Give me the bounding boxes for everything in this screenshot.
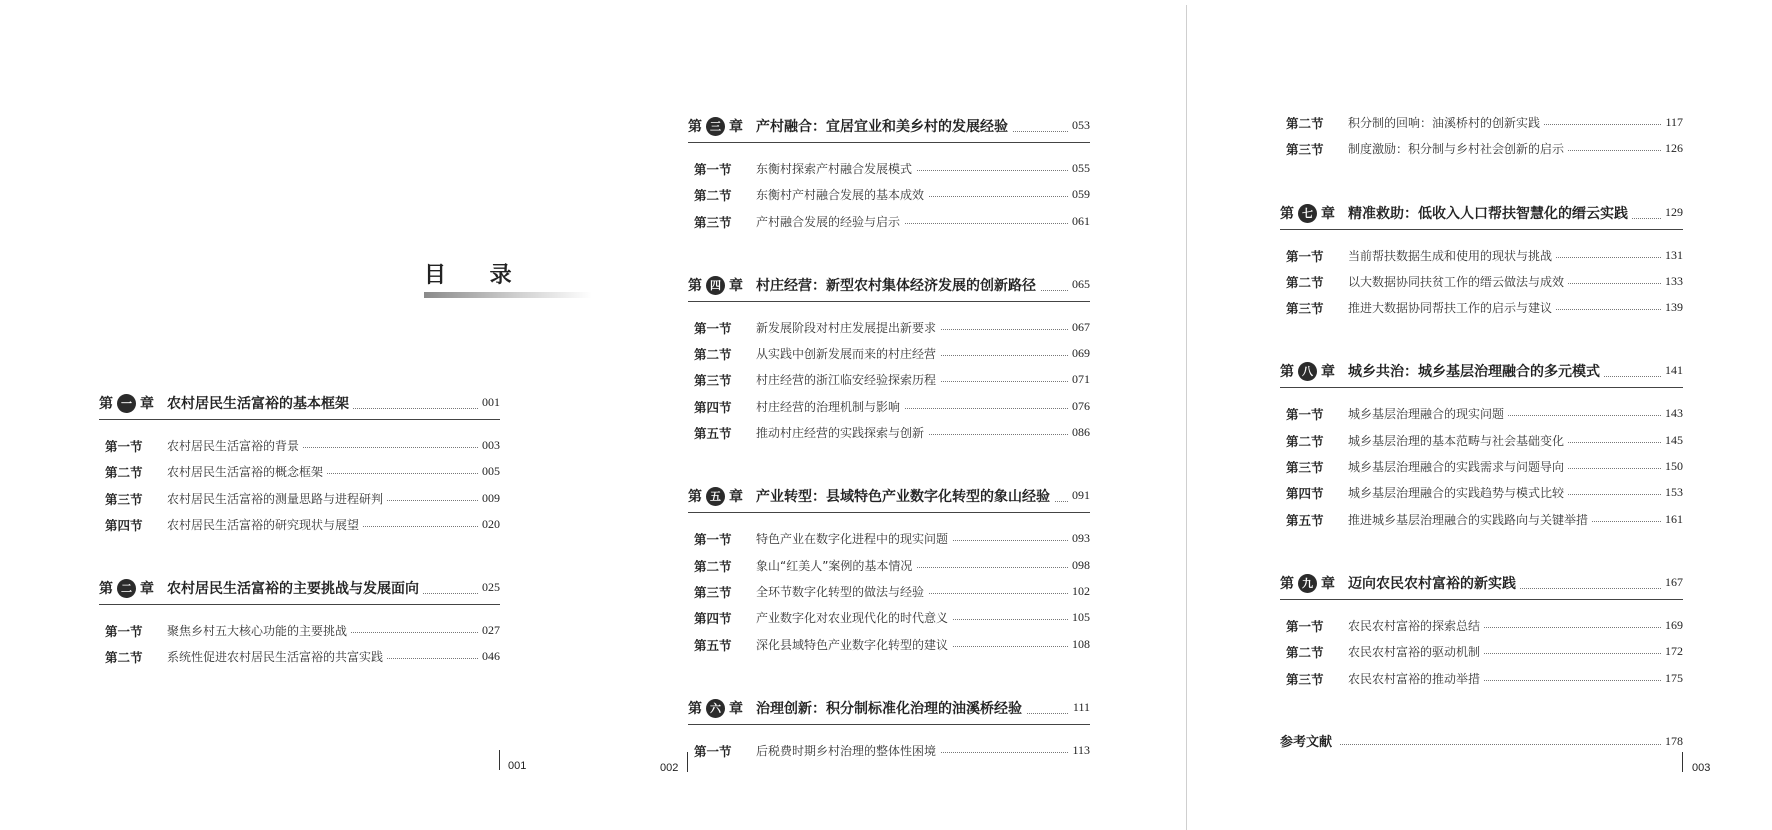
section-title: 推进大数据协同帮扶工作的启示与建议 [1348, 299, 1556, 316]
toc-section-entry[interactable] [688, 737, 1090, 763]
section-title: 推动村庄经营的实践探索与创新 [756, 424, 928, 441]
section-title: 新发展阶段对村庄发展提出新要求 [756, 319, 940, 336]
chapter-rule [688, 724, 1090, 725]
section-title: 城乡基层治理融合的实践趋势与模式比较 [1348, 484, 1568, 501]
section-title: 产村融合发展的经验与启示 [756, 213, 904, 230]
chapter-gap [688, 445, 1090, 483]
section-label: 第一节 [694, 743, 732, 759]
section-title: 农村居民生活富裕的测量思路与进程研判 [167, 490, 387, 507]
toc-section-entry[interactable] [688, 155, 1090, 181]
section-label: 第二节 [694, 347, 732, 363]
folio-bar [687, 752, 688, 772]
section-page-number: 067 [1068, 320, 1090, 335]
chapter-prefix: 第 [688, 277, 702, 294]
chapter-page-number: 065 [1068, 277, 1090, 292]
section-page-number: 071 [1068, 372, 1090, 387]
chapter-rule [99, 604, 500, 605]
chapter-numeral-badge: 七 [1298, 204, 1317, 223]
chapter-number [688, 486, 743, 506]
section-title: 全环节数字化转型的做法与经验 [756, 583, 928, 600]
section-page-number: 126 [1661, 141, 1683, 156]
section-label: 第四节 [105, 517, 143, 533]
section-label: 第一节 [1286, 248, 1324, 264]
chapter-page-number: 001 [478, 395, 500, 410]
chapter-page-number: 053 [1068, 118, 1090, 133]
section-label: 第四节 [694, 611, 732, 627]
toc-section-entry[interactable] [688, 340, 1090, 366]
section-title: 东衡村探索产村融合发展模式 [756, 160, 916, 177]
page-folio-left: 001 [508, 760, 527, 772]
chapter-numeral-badge: 九 [1298, 574, 1317, 593]
section-title: 从实践中创新发展而来的村庄经营 [756, 345, 940, 362]
chapter-title: 产业转型：县域特色产业数字化转型的象山经验 [756, 486, 1054, 506]
section-page-number: 139 [1661, 300, 1683, 315]
section-page-number: 098 [1068, 558, 1090, 573]
toc-title: 目 录 [424, 262, 530, 288]
references-page-number: 178 [1661, 734, 1683, 749]
chapter-gap [688, 657, 1090, 695]
chapter-title: 治理创新：积分制标准化治理的油溪桥经验 [756, 698, 1026, 718]
toc-section-entry[interactable] [1280, 479, 1683, 505]
section-title: 象山“红美人”案例的基本情况 [756, 557, 916, 574]
section-label: 第五节 [694, 637, 732, 653]
section-page-number: 046 [478, 649, 500, 664]
chapter-number [99, 578, 154, 598]
section-label: 第一节 [105, 624, 143, 640]
section-title: 农村居民生活富裕的研究现状与展望 [167, 516, 363, 533]
section-page-number: 108 [1068, 637, 1090, 652]
toc-section-entry[interactable] [688, 366, 1090, 392]
section-label: 第二节 [105, 650, 143, 666]
chapter-prefix: 第 [1280, 575, 1294, 592]
chapter-gap [99, 537, 500, 575]
folio-bar [1682, 752, 1683, 772]
section-page-number: 143 [1661, 406, 1683, 421]
toc-section-entry[interactable] [688, 181, 1090, 207]
references-entry[interactable] [1280, 729, 1683, 753]
toc-section-entry[interactable] [688, 578, 1090, 604]
chapter-title: 产村融合：宜居宜业和美乡村的发展经验 [756, 116, 1012, 136]
section-title: 城乡基层治理的基本范畴与社会基础变化 [1348, 432, 1568, 449]
section-page-number: 102 [1068, 584, 1090, 599]
section-page-number: 061 [1068, 214, 1090, 229]
folio-bar [499, 750, 500, 770]
section-title: 积分制的回响：油溪桥村的创新实践 [1348, 114, 1544, 131]
chapter-rule [1280, 387, 1683, 388]
section-page-number: 003 [478, 438, 500, 453]
section-label: 第一节 [694, 162, 732, 177]
section-label: 第四节 [694, 399, 732, 415]
section-label: 第二节 [1286, 274, 1324, 290]
section-page-number: 093 [1068, 531, 1090, 546]
section-label: 第二节 [1286, 645, 1324, 661]
section-page-number: 133 [1661, 274, 1683, 289]
chapter-title: 村庄经营：新型农村集体经济发展的创新路径 [756, 275, 1040, 295]
chapter-rule [1280, 229, 1683, 230]
chapter-suffix: 章 [1321, 205, 1335, 222]
section-title: 村庄经营的治理机制与影响 [756, 398, 904, 415]
section-page-number: 131 [1661, 248, 1683, 263]
toc-section-entry[interactable] [1280, 268, 1683, 294]
chapter-page-number: 167 [1661, 575, 1683, 590]
toc-section-entry[interactable] [99, 617, 500, 643]
section-page-number: 027 [478, 623, 500, 638]
chapter-page-number: 025 [478, 580, 500, 595]
toc-section-entry[interactable] [1280, 294, 1683, 320]
section-title: 以大数据协同扶贫工作的缙云做法与成效 [1348, 273, 1568, 290]
section-title: 城乡基层治理融合的现实问题 [1348, 405, 1508, 422]
chapter-rule [1280, 599, 1683, 600]
section-page-number: 020 [478, 517, 500, 532]
section-label: 第三节 [1286, 142, 1324, 158]
chapter-number [688, 116, 743, 136]
chapter-rule [99, 419, 500, 420]
chapter-rule [688, 301, 1090, 302]
section-page-number: 086 [1068, 425, 1090, 440]
section-page-number: 076 [1068, 399, 1090, 414]
toc-section-entry[interactable] [1280, 638, 1683, 664]
section-page-number: 117 [1661, 115, 1683, 130]
toc-section-entry[interactable] [1280, 665, 1683, 691]
section-title: 深化县域特色产业数字化转型的建议 [756, 636, 952, 653]
section-label: 第一节 [1286, 618, 1324, 634]
toc-section-entry[interactable] [1280, 506, 1683, 532]
chapter-gap [1280, 691, 1683, 729]
section-page-number: 009 [478, 491, 500, 506]
toc-section-entry[interactable] [1280, 427, 1683, 453]
toc-section-entry[interactable] [99, 643, 500, 669]
chapter-suffix: 章 [1321, 364, 1335, 381]
section-title: 当前帮扶数据生成和使用的现状与挑战 [1348, 247, 1556, 264]
toc-chapter-heading[interactable] [688, 483, 1090, 513]
section-label: 第一节 [694, 320, 732, 336]
chapter-suffix: 章 [729, 700, 743, 717]
toc-section-entry[interactable] [99, 458, 500, 484]
section-label: 第一节 [1286, 407, 1324, 423]
toc-section-entry[interactable] [99, 511, 500, 537]
section-title: 系统性促进农村居民生活富裕的共富实践 [167, 648, 387, 665]
chapter-number [688, 698, 743, 718]
toc-column-left [99, 390, 500, 670]
section-label: 第二节 [105, 465, 143, 481]
chapter-page-number: 091 [1068, 488, 1090, 503]
section-title: 制度激励：积分制与乡村社会创新的启示 [1348, 140, 1568, 157]
section-page-number: 145 [1661, 433, 1683, 448]
chapter-rule [688, 512, 1090, 513]
section-label: 第三节 [694, 373, 732, 389]
chapter-suffix: 章 [729, 489, 743, 506]
section-label: 第二节 [1286, 116, 1324, 131]
toc-section-entry[interactable] [99, 485, 500, 511]
toc-section-entry[interactable] [688, 208, 1090, 234]
section-label: 第二节 [694, 558, 732, 574]
chapter-number [1280, 573, 1335, 593]
section-page-number: 169 [1661, 618, 1683, 633]
section-page-number: 150 [1661, 459, 1683, 474]
chapter-suffix: 章 [729, 277, 743, 294]
chapter-gap [1280, 162, 1683, 200]
chapter-numeral-badge: 二 [117, 579, 136, 598]
chapter-prefix: 第 [99, 396, 113, 412]
section-page-number: 161 [1661, 512, 1683, 527]
toc-section-entry[interactable] [1280, 109, 1683, 135]
chapter-prefix: 第 [99, 581, 113, 598]
chapter-rule [688, 142, 1090, 143]
toc-column-middle [688, 113, 1090, 763]
section-label: 第三节 [1286, 301, 1324, 317]
section-label: 第三节 [1286, 460, 1324, 476]
toc-section-entry[interactable] [1280, 400, 1683, 426]
toc-chapter-heading[interactable] [688, 113, 1090, 143]
chapter-numeral-badge: 三 [706, 117, 725, 136]
dot-leader [1340, 744, 1683, 745]
chapter-number [688, 275, 743, 295]
toc-chapter-heading[interactable] [1280, 358, 1683, 388]
page-folio-right: 003 [1692, 762, 1711, 774]
chapter-page-number: 129 [1661, 205, 1683, 220]
toc-chapter-heading[interactable] [1280, 200, 1683, 230]
chapter-numeral-badge: 四 [706, 276, 725, 295]
section-label: 第一节 [694, 532, 732, 548]
section-title: 农民农村富裕的探索总结 [1348, 617, 1484, 634]
section-label: 第三节 [1286, 671, 1324, 687]
chapter-title: 农村居民生活富裕的基本框架 [167, 393, 353, 413]
references-title: 参考文献 [1280, 731, 1336, 750]
toc-chapter-heading[interactable] [1280, 570, 1683, 600]
section-title: 农村居民生活富裕的背景 [167, 437, 303, 454]
chapter-numeral-badge: 一 [117, 394, 136, 413]
chapter-prefix: 第 [688, 489, 702, 506]
section-title: 产业数字化对农业现代化的时代意义 [756, 609, 952, 626]
toc-section-entry[interactable] [688, 419, 1090, 445]
section-title: 聚焦乡村五大核心功能的主要挑战 [167, 622, 351, 639]
toc-section-entry[interactable] [688, 393, 1090, 419]
section-title: 农民农村富裕的推动举措 [1348, 670, 1484, 687]
toc-section-entry[interactable] [1280, 242, 1683, 268]
section-title: 特色产业在数字化进程中的现实问题 [756, 530, 952, 547]
toc-section-entry[interactable] [1280, 612, 1683, 638]
section-title: 推进城乡基层治理融合的实践路向与关键举措 [1348, 511, 1592, 528]
section-label: 第四节 [1286, 486, 1324, 502]
section-page-number: 172 [1661, 644, 1683, 659]
section-page-number: 059 [1068, 187, 1090, 202]
toc-section-entry[interactable] [1280, 135, 1683, 161]
section-page-number: 113 [1068, 743, 1090, 758]
chapter-numeral-badge: 五 [706, 487, 725, 506]
chapter-number [1280, 361, 1335, 381]
section-page-number: 105 [1068, 610, 1090, 625]
chapter-gap [1280, 532, 1683, 570]
section-label: 第三节 [694, 214, 732, 230]
chapter-page-number: 111 [1069, 700, 1090, 715]
toc-section-entry[interactable] [1280, 453, 1683, 479]
chapter-number [99, 393, 154, 413]
section-title: 农村居民生活富裕的概念框架 [167, 463, 327, 480]
section-title: 农民农村富裕的驱动机制 [1348, 643, 1484, 660]
toc-chapter-heading[interactable] [688, 695, 1090, 725]
section-page-number: 069 [1068, 346, 1090, 361]
toc-column-right [1280, 109, 1683, 753]
chapter-prefix: 第 [688, 119, 702, 135]
section-label: 第二节 [1286, 433, 1324, 449]
chapter-prefix: 第 [1280, 205, 1294, 222]
chapter-numeral-badge: 八 [1298, 362, 1317, 381]
chapter-title: 城乡共治：城乡基层治理融合的多元模式 [1348, 361, 1604, 381]
title-underline-bar [424, 292, 592, 298]
section-label: 第五节 [694, 426, 732, 442]
chapter-prefix: 第 [688, 700, 702, 717]
section-label: 第二节 [694, 188, 732, 204]
chapter-numeral-badge: 六 [706, 699, 725, 718]
toc-chapter-heading[interactable] [99, 575, 500, 605]
chapter-title: 迈向农民农村富裕的新实践 [1348, 573, 1520, 593]
section-title: 城乡基层治理融合的实践需求与问题导向 [1348, 458, 1568, 475]
section-title: 东衡村产村融合发展的基本成效 [756, 186, 928, 203]
toc-chapter-heading[interactable] [99, 390, 500, 420]
toc-section-entry[interactable] [688, 314, 1090, 340]
section-page-number: 153 [1661, 485, 1683, 500]
chapter-suffix: 章 [1321, 575, 1335, 592]
section-label: 第一节 [105, 439, 143, 454]
chapter-gap [688, 234, 1090, 272]
chapter-prefix: 第 [1280, 364, 1294, 381]
chapter-title: 农村居民生活富裕的主要挑战与发展面向 [167, 578, 423, 598]
toc-section-entry[interactable] [99, 432, 500, 458]
section-label: 第五节 [1286, 512, 1324, 528]
toc-section-entry[interactable] [688, 604, 1090, 630]
section-title: 村庄经营的浙江临安经验探索历程 [756, 371, 940, 388]
chapter-suffix: 章 [140, 581, 154, 598]
section-label: 第三节 [694, 584, 732, 600]
page-folio-middle: 002 [660, 762, 679, 774]
section-label: 第三节 [105, 491, 143, 507]
chapter-number [1280, 203, 1335, 223]
chapter-suffix: 章 [729, 119, 743, 135]
chapter-page-number: 141 [1661, 363, 1683, 378]
section-page-number: 005 [478, 464, 500, 479]
section-page-number: 175 [1661, 671, 1683, 686]
toc-chapter-heading[interactable] [688, 272, 1090, 302]
toc-section-entry[interactable] [688, 552, 1090, 578]
page-gutter-divider [1186, 5, 1187, 830]
chapter-gap [1280, 320, 1683, 358]
section-title: 后税费时期乡村治理的整体性困境 [756, 742, 940, 759]
chapter-suffix: 章 [140, 396, 154, 412]
section-page-number: 055 [1068, 161, 1090, 176]
toc-section-entry[interactable] [688, 631, 1090, 657]
chapter-title: 精准救助：低收入人口帮扶智慧化的缙云实践 [1348, 203, 1632, 223]
toc-section-entry[interactable] [688, 525, 1090, 551]
